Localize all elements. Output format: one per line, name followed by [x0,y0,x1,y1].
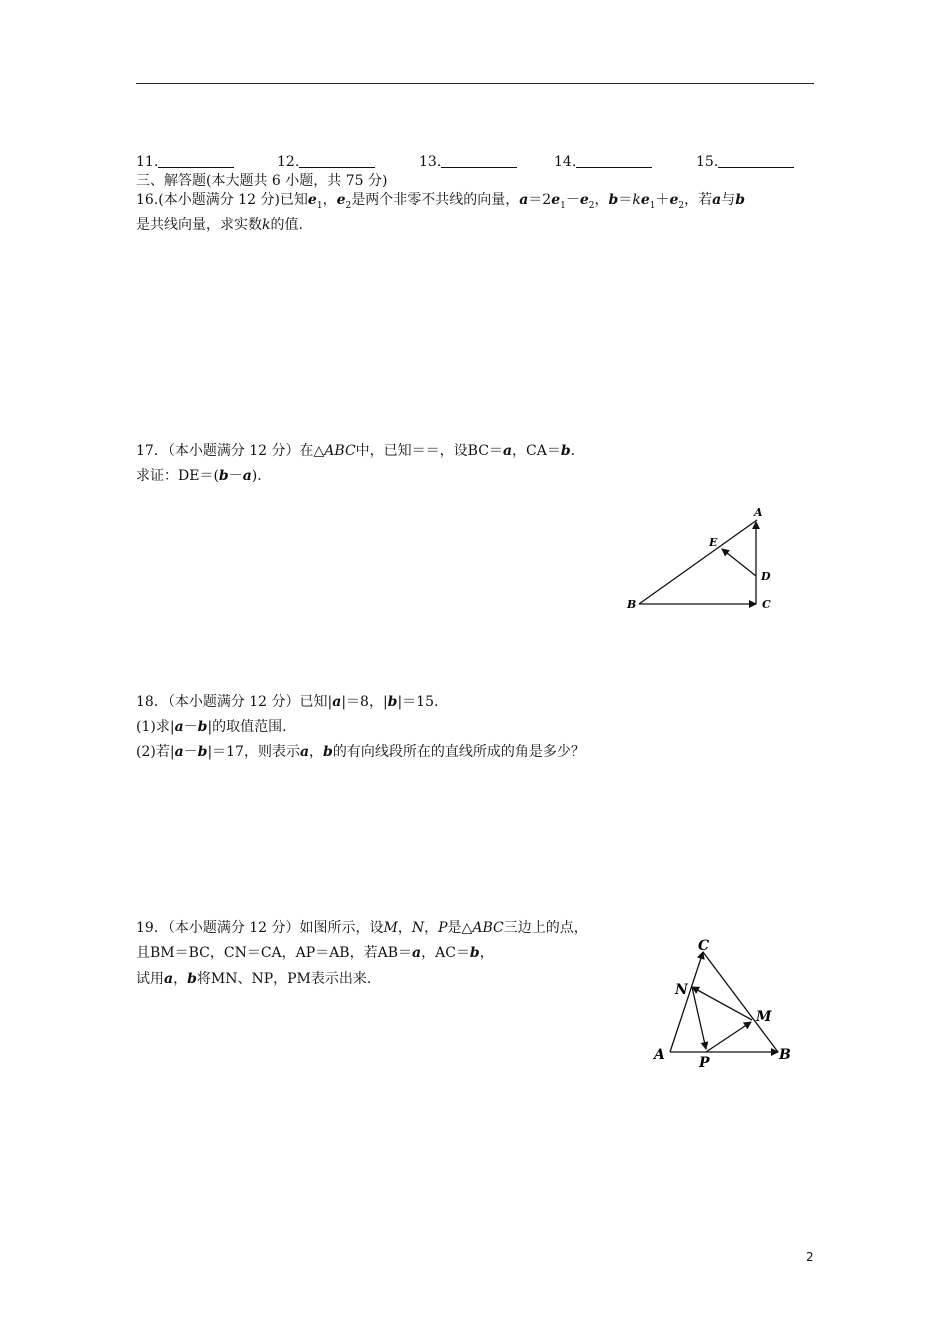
vector-np [692,987,706,1049]
q19-line1: 19．（本小题满分 12 分）如图所示，设M，N，P是△ABC三边上的点， [136,920,588,936]
label-b: B [779,1047,791,1063]
blank-underline [299,153,375,168]
blank-15[interactable] [696,153,794,170]
label-d: D [761,570,771,583]
label-c: C [698,938,710,954]
blank-number: 13. [419,154,442,170]
triangle-abc-figure-19 [648,935,798,1070]
blank-underline [158,153,234,168]
q16-line1: 16.(本小题满分 12 分)已知$e_1$，$e_2$是两个非零不共线的向量，$a=2e_1-e_2$，$b=ke_1+e_2$，若a与b [136,192,745,211]
label-a: A [654,1047,665,1063]
label-a: A [754,506,763,519]
q17-line1: 17．（本小题满分 12 分）在△ABC中，已知＝＝，设BC＝a，CA＝b. [136,443,576,459]
triangle-abc-figure-17 [620,500,790,620]
blank-number: 15. [696,154,719,170]
q18-line1: 18．（本小题满分 12 分）已知|a|＝8，|b|＝15. [136,694,439,710]
blank-11[interactable] [136,153,234,170]
q17-line2: 求证：DE＝(b－a). [136,468,262,484]
blank-number: 12. [277,154,300,170]
blank-12[interactable] [277,153,375,170]
vector-mn [692,987,752,1020]
answer-blanks [136,153,816,173]
blank-underline [576,153,652,168]
segment-de [722,549,756,576]
q18-part2: (2)若|a－b|＝17，则表示a，b的有向线段所在的直线所成的角是多少？ [136,744,585,760]
label-b: B [627,598,637,611]
blank-underline [441,153,517,168]
label-p: P [699,1055,710,1070]
label-n: N [675,982,688,998]
segment-ac [670,952,703,1052]
q19-line2: 且BM＝BC，CN＝CA，AP＝AB，若AB＝a，AC＝b， [136,945,494,961]
vector-pm [706,1022,751,1052]
segment-cb [703,952,778,1052]
page-number: 2 [806,1250,814,1264]
blank-number: 11. [136,154,159,170]
q18-part1: (1)求|a－b|的取值范围. [136,719,287,735]
label-c: C [762,598,771,611]
header-rule [136,83,814,84]
label-e: E [709,536,718,549]
q19-line3: 试用a，b将MN、NP，PM表示出来. [136,971,372,987]
blank-underline [718,153,794,168]
q16-line2: 是共线向量，求实数k的值. [136,217,303,233]
blank-13[interactable] [419,153,517,170]
blank-number: 14. [554,154,577,170]
section-title: 三、解答题(本大题共 6 小题，共 75 分) [136,173,388,189]
label-m: M [756,1009,772,1025]
blank-14[interactable] [554,153,652,170]
